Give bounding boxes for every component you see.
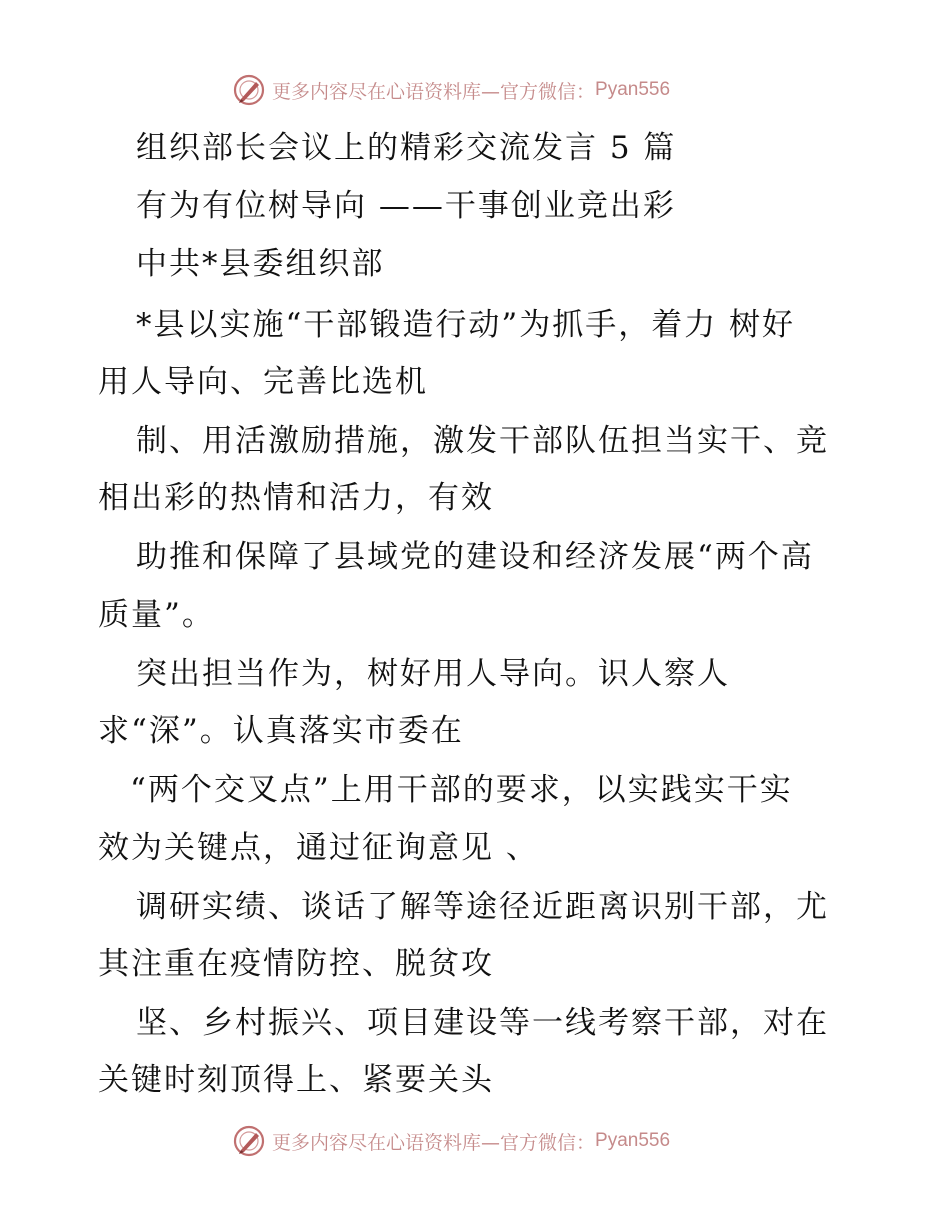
pen-logo-icon [232, 73, 266, 107]
paragraph-line: 助推和保障了县域党的建设和经济发展“两个高 [136, 539, 814, 575]
document-title: 组织部长会议上的精彩交流发言 5 篇 [136, 130, 677, 166]
paragraph-line: 相出彩的热情和活力，有效 [98, 480, 494, 516]
footer-watermark [232, 1123, 732, 1159]
paragraph-line: 质量”。 [98, 597, 215, 633]
watermark-wechat-id: Pyan556 [595, 79, 671, 100]
paragraph-line: 坚、乡村振兴、项目建设等一线考察干部，对在 [136, 1005, 829, 1041]
paragraph-line: 调研实绩、谈话了解等途径近距离识别干部，尤 [136, 889, 829, 925]
article-title: 有为有位树导向 ——干事创业竞出彩 [136, 188, 676, 224]
paragraph-line: “两个交叉点”上用干部的要求，以实践实干实 [130, 772, 793, 808]
paragraph-line: 突出担当作为，树好用人导向。识人察人 [136, 656, 730, 692]
paragraph-line: 用人导向、完善比选机 [98, 364, 428, 400]
paragraph-line: 效为关键点，通过征询意见 、 [98, 830, 539, 866]
header-watermark [232, 72, 732, 108]
watermark-wechat-id: Pyan556 [595, 1130, 671, 1151]
watermark-text: 更多内容尽在心语资料库—官方微信： [272, 1131, 596, 1154]
paragraph-line: 求“深”。认真落实市委在 [98, 713, 464, 749]
paragraph-line: 关键时刻顶得上、紧要关头 [98, 1062, 494, 1098]
paragraph-line: 制、用活激励措施，激发干部队伍担当实干、竞 [136, 423, 829, 459]
pen-logo-icon [232, 1124, 266, 1158]
author-line: 中共*县委组织部 [136, 246, 385, 282]
watermark-text: 更多内容尽在心语资料库—官方微信： [272, 80, 596, 103]
paragraph-line: *县以实施“干部锻造行动”为抓手，着力 树好 [136, 307, 796, 343]
paragraph-line: 其注重在疫情防控、脱贫攻 [98, 946, 494, 982]
